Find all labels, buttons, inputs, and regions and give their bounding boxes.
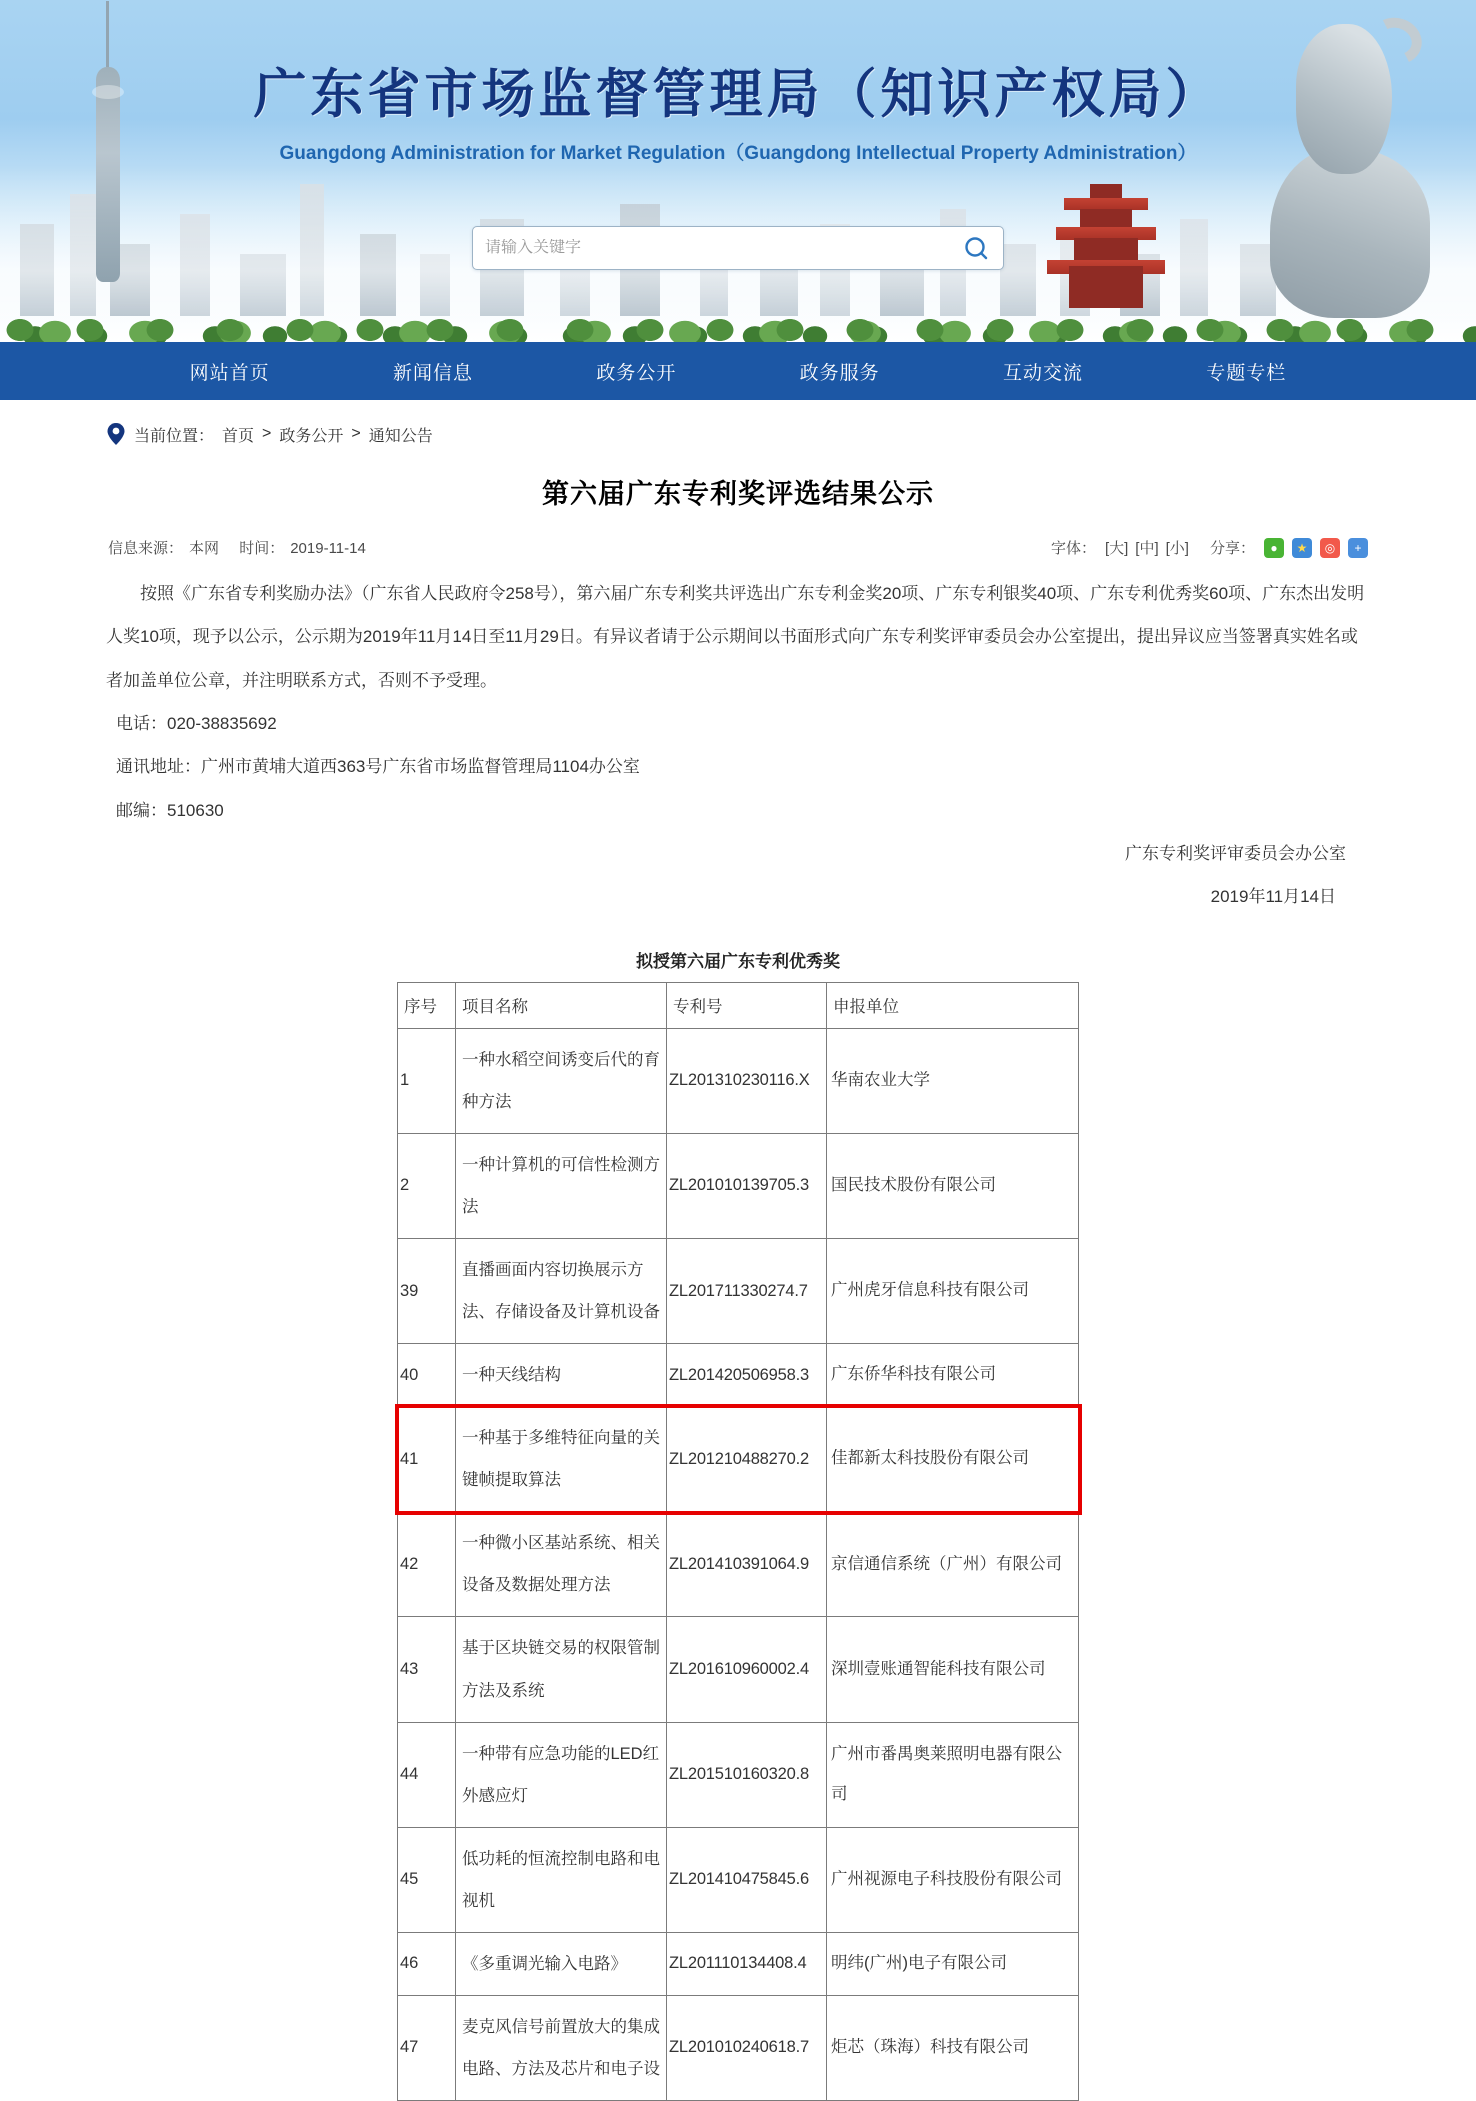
breadcrumb-separator: > [262,425,272,442]
pagoda-image [1036,182,1176,308]
cell-patent-no: ZL201410391064.9 [667,1512,827,1617]
cell-no: 43 [398,1617,456,1722]
site-title: 广东省市场监督管理局（知识产权局） [253,65,1223,124]
cell-applicant: 深圳壹账通智能科技有限公司 [827,1617,1079,1722]
table-row [398,1722,1079,1827]
cell-patent-no: ZL201010139705.3 [667,1133,827,1238]
breadcrumb-separator: > [351,425,361,442]
search-bar [472,226,1004,270]
cell-applicant: 广州市番禺奥莱照明电器有限公司 [827,1722,1079,1827]
cell-applicant: 国民技术股份有限公司 [827,1133,1079,1238]
table-row [398,1133,1079,1238]
article-meta [106,537,1370,558]
breadcrumb-link[interactable]: 首页 [222,427,255,445]
cell-applicant: 明纬(广州)电子有限公司 [827,1932,1079,1995]
weibo-share-icon[interactable]: ◎ [1320,538,1340,558]
table-row [398,1028,1079,1133]
table-row [398,1617,1079,1722]
award-table [397,982,1079,2101]
cell-project-name: 一种基于多维特征向量的关键帧提取算法 [456,1407,667,1512]
cell-no: 2 [398,1133,456,1238]
cell-patent-no: ZL201420506958.3 [667,1344,827,1407]
signature-date: 2019年11月14日 [1210,887,1336,907]
cell-project-name: 直播画面内容切换展示方法、存储设备及计算机设备 [456,1239,667,1344]
meta-tools [1051,537,1368,558]
nav-home[interactable]: 网站首页 [189,362,270,384]
breadcrumb [106,422,1370,446]
cell-patent-no: ZL201410475845.6 [667,1827,827,1932]
source-value: 本网 [189,540,220,557]
table-row [398,1932,1079,1995]
font-size-button[interactable]: [大] [1104,540,1129,557]
table-caption: 拟授第六届广东专利优秀奖 [636,951,840,971]
table-row [398,1239,1079,1344]
cell-no: 47 [398,1995,456,2100]
nav-items [128,358,1348,385]
nav-news[interactable]: 新闻信息 [392,362,473,384]
postcode-line: 邮编：510630 [116,800,224,820]
col-header-patent-no: 专利号 [667,982,827,1028]
search-icon [963,235,989,261]
table-row [398,1995,1079,2100]
cell-project-name: 一种天线结构 [456,1344,667,1407]
cell-no: 46 [398,1932,456,1995]
cell-project-name: 一种带有应急功能的LED红外感应灯 [456,1722,667,1827]
meta-source-time [108,537,372,558]
cell-project-name: 一种微小区基站系统、相关设备及数据处理方法 [456,1512,667,1617]
cell-patent-no: ZL201110134408.4 [667,1932,827,1995]
cell-applicant: 京信通信系统（广州）有限公司 [827,1512,1079,1617]
cell-no: 39 [398,1239,456,1344]
signature-block [106,832,1370,919]
qzone-share-icon[interactable]: ★ [1292,538,1312,558]
cell-patent-no: ZL201610960002.4 [667,1617,827,1722]
nav-interaction[interactable]: 互动交流 [1002,362,1083,384]
wechat-share-icon[interactable]: ● [1264,538,1284,558]
cell-project-name: 基于区块链交易的权限管制方法及系统 [456,1617,667,1722]
col-header-project-name: 项目名称 [456,982,667,1028]
table-body [398,1028,1079,2100]
cell-no: 45 [398,1827,456,1932]
signature-org: 广东专利奖评审委员会办公室 [1125,844,1346,864]
search-button[interactable] [961,233,991,263]
share-label: 分享： [1209,540,1255,557]
time-value: 2019-11-14 [290,540,366,557]
cell-no: 41 [398,1407,456,1512]
cell-no: 1 [398,1028,456,1133]
cell-no: 42 [398,1512,456,1617]
source-label: 信息来源： [108,540,184,557]
font-size-buttons [1105,537,1189,558]
col-header-applicant: 申报单位 [827,982,1079,1028]
time-label: 时间： [239,540,285,557]
cell-patent-no: ZL201210488270.2 [667,1407,827,1512]
cell-applicant: 佳都新太科技股份有限公司 [827,1407,1079,1512]
breadcrumb-link[interactable]: 通知公告 [368,427,433,445]
page-title: 第六届广东专利奖评选结果公示 [542,479,934,509]
cell-project-name: 一种水稻空间诱变后代的育种方法 [456,1028,667,1133]
cell-project-name: 麦克风信号前置放大的集成电路、方法及芯片和电子设 [456,1995,667,2100]
table-row [398,1512,1079,1617]
article-body [106,572,1370,919]
font-size-button[interactable]: [小] [1165,540,1189,557]
phone-line: 电话：020-38835692 [116,714,277,734]
cell-applicant: 华南农业大学 [827,1028,1079,1133]
table-row [398,1827,1079,1932]
cell-patent-no: ZL201310230116.X [667,1028,827,1133]
cell-applicant: 广州视源电子科技股份有限公司 [827,1827,1079,1932]
location-pin-icon [106,422,126,446]
breadcrumb-label: 当前位置： [134,427,215,445]
share-icons [1264,538,1368,558]
share-more-icon[interactable]: + [1348,538,1368,558]
col-header-no: 序号 [398,982,456,1028]
cell-project-name: 《多重调光输入电路》 [456,1932,667,1995]
cell-project-name: 低功耗的恒流控制电路和电视机 [456,1827,667,1932]
main-navigation [0,342,1476,400]
cell-patent-no: ZL201010240618.7 [667,1995,827,2100]
cell-applicant: 广州虎牙信息科技有限公司 [827,1239,1079,1344]
cell-no: 40 [398,1344,456,1407]
breadcrumb-trail [222,423,433,446]
site-subtitle-english: Guangdong Administration for Market Regulation（Guangdong Intellectual Property Administration） [279,143,1197,164]
font-size-button[interactable]: [中] [1135,540,1159,557]
nav-gov-open[interactable]: 政务公开 [596,362,677,384]
address-line: 通讯地址：广州市黄埔大道西363号广东省市场监督管理局1104办公室 [116,757,640,777]
cell-applicant: 广东侨华科技有限公司 [827,1344,1079,1407]
table-header-row [398,982,1079,1028]
treeline-image [0,306,1476,342]
search-input[interactable] [485,239,961,257]
font-size-label: 字体： [1050,540,1096,557]
table-row [398,1344,1079,1407]
nav-gov-service[interactable]: 政务服务 [799,362,880,384]
content-container [106,422,1370,2101]
cell-patent-no: ZL201510160320.8 [667,1722,827,1827]
breadcrumb-link[interactable]: 政务公开 [279,427,344,445]
table-row [398,1407,1079,1512]
announcement-paragraph: 按照《广东省专利奖励办法》（广东省人民政府令258号），第六届广东专利奖共评选出广东专利金奖20项、广东专利银奖40项、广东专利优秀奖60项、广东杰出发明人奖10项，现予以公示，公示期为2019年11月14日至11月29日。有异议者请于公示期间以书面形式向广东专利奖评审委员会办公室提出，提出异议应当签署真实姓名或者加盖单位公章，并注明联系方式，否则不予受理。 [106,584,1365,690]
cell-project-name: 一种计算机的可信性检测方法 [456,1133,667,1238]
cell-patent-no: ZL201711330274.7 [667,1239,827,1344]
cell-applicant: 炬芯（珠海）科技有限公司 [827,1995,1079,2100]
nav-special-topics[interactable]: 专题专栏 [1206,362,1287,384]
header-banner [0,0,1476,342]
cell-no: 44 [398,1722,456,1827]
